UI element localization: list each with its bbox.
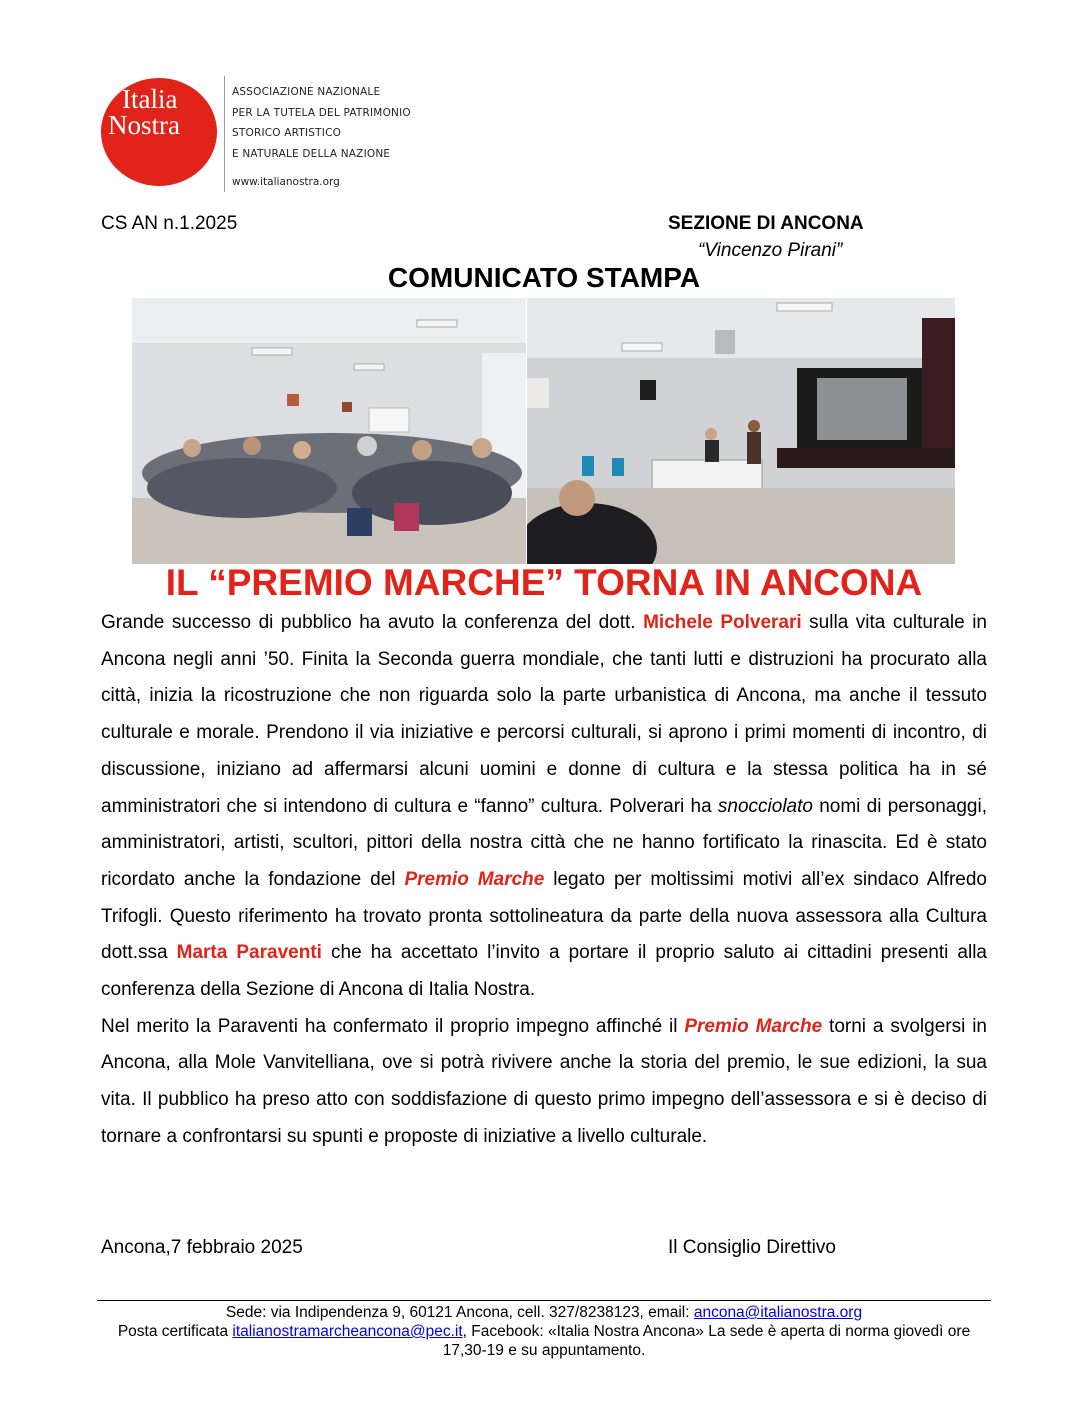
section-name: SEZIONE DI ANCONA — [668, 213, 864, 234]
highlighted-text: Michele Polverari — [643, 612, 802, 633]
footer-divider — [97, 1300, 991, 1301]
highlighted-text: Marta Paraventi — [176, 942, 322, 964]
association-line: E NATURALE DELLA NAZIONE — [232, 147, 391, 160]
highlighted-text: Premio Marche — [684, 1015, 823, 1037]
footer-pec-label: Posta certificata — [117, 1323, 233, 1340]
association-description — [232, 82, 411, 164]
association-line: ASSOCIAZIONE NAZIONALE — [232, 86, 381, 98]
logo-divider — [224, 76, 225, 192]
footer-line-1 — [97, 1303, 991, 1322]
paragraph-text: che ha accettato l’invito a portare il proprio saluto ai cittadini presenti alla conferenza della Sezione di Ancona di Italia Nostra. — [101, 942, 987, 1001]
footer — [97, 1303, 991, 1360]
paragraph-text: sulla vita culturale in Ancona negli anni ’50. Finita la Seconda guerra mondiale, che tanti lutti e distruzioni ha procurato alla città, inizia la ricostruzione che non riguarda solo la parte urbanistica di Ancona, ma anche il tessuto culturale e morale. Prendono il via iniziative e percorsi culturali, si aprono i primi momenti di incontro, di discussione, iniziano ad affermarsi alcuni uomini e donne di cultura e la stessa politica ha in sé amministratori che si intendono di cultura e “fanno” cultura. Polverari ha — [101, 612, 987, 817]
association-line: PER LA TUTELA DEL PATRIMONIO — [232, 106, 411, 119]
website-url: www.italianostra.org — [232, 176, 340, 188]
audience-photo — [132, 298, 526, 564]
paragraph-text: torni a svolgersi in Ancona, alla Mole Vanvitelliana, ove si potrà rivivere anche la storia del premio, le sue edizioni, la sua vita. Il pubblico ha preso atto con soddisfazione di questo primo impegno dell’assessora e si è deciso di tornare a confrontarsi su spunti e proposte di iniziative a livello culturale. — [101, 1015, 987, 1147]
pec-email-link[interactable]: italianostramarcheancona@pec.it — [232, 1323, 463, 1340]
association-line: STORICO ARTISTICO — [232, 127, 342, 139]
paragraph-text: nomi di personaggi, amministratori, artisti, scultori, pittori della nostra città che ne hanno fortificato la rinascita. Ed è stato ricordato anche la fondazione del — [101, 795, 987, 890]
press-release-number: CS AN n.1.2025 — [101, 213, 238, 234]
place-and-date: Ancona,7 febbraio 2025 — [101, 1237, 303, 1258]
paragraph-text: Nel merito la Paraventi ha confermato il proprio impegno affinché il — [101, 1015, 685, 1037]
footer-address: Sede: via Indipendenza 9, 60121 Ancona, cell. 327/8238123, email: — [225, 1304, 694, 1321]
logo-line-2: Nostra — [108, 110, 180, 140]
highlighted-text: snocciolato — [717, 795, 813, 817]
document-title: COMUNICATO STAMPA — [387, 262, 701, 293]
footer-line-2 — [97, 1322, 991, 1360]
logo-line-1: Italia — [122, 84, 178, 114]
highlighted-text: Premio Marche — [404, 868, 545, 890]
article-body — [101, 605, 987, 1156]
signature: Il Consiglio Direttivo — [668, 1237, 836, 1258]
paragraph-text: legato per moltissimi motivi all’ex sindaco Alfredo Trifogli. Questo riferimento ha trovato pronta sottolineatura da parte della nuova assessora alla Cultura dott.ssa — [101, 868, 987, 964]
paragraph-text: Grande successo di pubblico ha avuto la conferenza del dott. — [101, 612, 644, 633]
speakers-photo — [527, 298, 955, 564]
logo-wordmark — [106, 86, 216, 138]
body-paragraph-2 — [101, 1009, 987, 1156]
headline: IL “PREMIO MARCHE” TORNA IN ANCONA — [165, 562, 923, 603]
section-subtitle: “Vincenzo Pirani” — [698, 240, 843, 261]
email-link[interactable]: ancona@italianostra.org — [693, 1304, 863, 1321]
body-paragraph-1 — [101, 605, 987, 1009]
footer-facebook-hours: , Facebook: «Italia Nostra Ancona» La sede è aperta di norma giovedì ore 17,30-19 e su appuntamento. — [442, 1323, 971, 1359]
